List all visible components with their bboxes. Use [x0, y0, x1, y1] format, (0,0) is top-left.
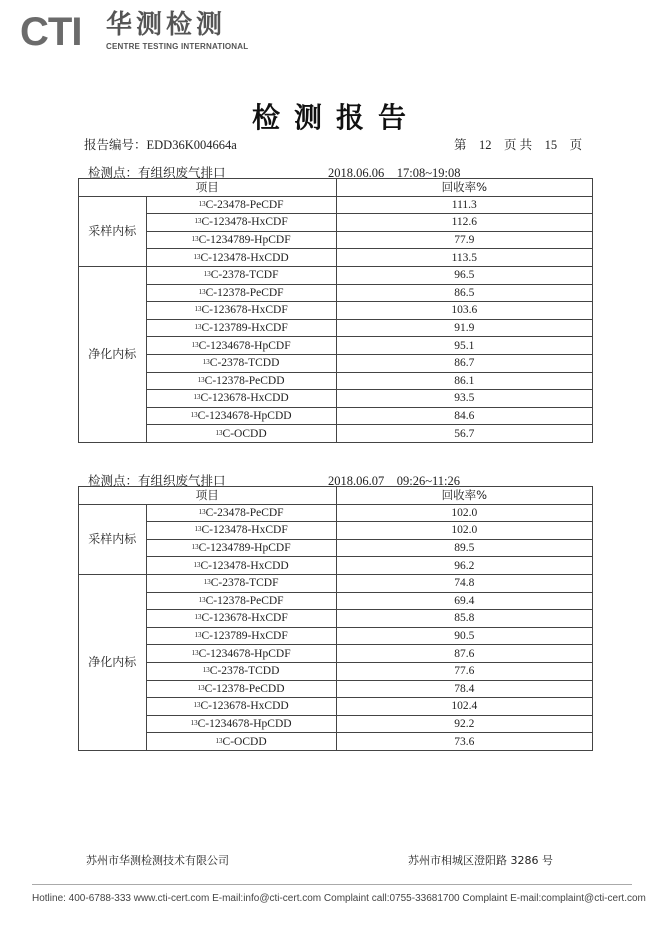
isotope-superscript: 13 — [215, 736, 223, 745]
recovery-value: 96.5 — [336, 266, 592, 284]
compound-label: C-123478-HxCDF — [201, 216, 288, 229]
compound-label: C-23478-PeCDF — [205, 198, 284, 211]
compound-name — [146, 645, 336, 663]
table-row — [79, 574, 593, 592]
isotope-superscript: 13 — [198, 287, 206, 296]
isotope-superscript: 13 — [203, 578, 211, 587]
section-2-datetime: 2018.06.07 09:26~11:26 — [328, 474, 460, 488]
compound-name — [146, 249, 336, 267]
compound-name — [146, 425, 336, 443]
compound-name — [146, 715, 336, 733]
compound-name — [146, 574, 336, 592]
table-header-row — [79, 487, 593, 505]
logo-chinese: 华测检测 — [106, 10, 227, 40]
compound-label: C-23478-PeCDF — [205, 506, 284, 519]
footer-contact: Hotline: 400-6788-333 www.cti-cert.com E-mail:info@cti-cert.com Complaint call:0755-33681700 Complaint E-mail:complaint@cti-cert.com — [32, 893, 646, 904]
recovery-value: 87.6 — [336, 645, 592, 663]
isotope-superscript: 13 — [194, 631, 202, 640]
recovery-value: 92.2 — [336, 715, 592, 733]
compound-label: C-2378-TCDF — [210, 269, 279, 282]
isotope-superscript: 13 — [202, 358, 210, 367]
compound-name — [146, 266, 336, 284]
recovery-value: 56.7 — [336, 425, 592, 443]
isotope-superscript: 13 — [194, 323, 202, 332]
page-title: 检测报告 — [251, 101, 420, 134]
compound-label: C-1234678-HpCDD — [197, 410, 292, 423]
compound-name — [146, 337, 336, 355]
isotope-superscript: 13 — [193, 393, 201, 402]
table-row — [79, 627, 593, 645]
compound-name — [146, 557, 336, 575]
company-name: 苏州市华测检测技术有限公司 — [86, 854, 229, 867]
isotope-superscript: 13 — [198, 595, 206, 604]
footer-divider — [32, 884, 632, 885]
table-row — [79, 337, 593, 355]
table-row — [79, 610, 593, 628]
compound-name — [146, 698, 336, 716]
company-address: 苏州市相城区澄阳路 3286 号 — [408, 854, 553, 867]
group-label: 采样内标 — [79, 196, 147, 266]
isotope-superscript: 13 — [193, 701, 201, 710]
table-row — [79, 249, 593, 267]
table-row — [79, 539, 593, 557]
compound-name — [146, 354, 336, 372]
recovery-value: 86.7 — [336, 354, 592, 372]
compound-name — [146, 372, 336, 390]
compound-label: C-OCDD — [222, 735, 267, 748]
recovery-value: 86.1 — [336, 372, 592, 390]
compound-label: C-12378-PeCDD — [204, 682, 285, 695]
isotope-superscript: 13 — [203, 270, 211, 279]
table-row — [79, 680, 593, 698]
recovery-value: 77.9 — [336, 231, 592, 249]
compound-label: C-123478-HxCDF — [201, 524, 288, 537]
isotope-superscript: 13 — [194, 613, 202, 622]
report-number: 报告编号：EDD36K004664a — [84, 138, 237, 152]
logo-english: CENTRE TESTING INTERNATIONAL — [106, 42, 249, 51]
recovery-value: 90.5 — [336, 627, 592, 645]
recovery-value: 93.5 — [336, 390, 592, 408]
recovery-value: 95.1 — [336, 337, 592, 355]
recovery-value: 102.4 — [336, 698, 592, 716]
column-header-value: 回收率% — [336, 487, 592, 505]
recovery-value: 111.3 — [336, 196, 592, 214]
compound-name — [146, 196, 336, 214]
compound-label: C-1234678-HpCDF — [198, 647, 291, 660]
isotope-superscript: 13 — [193, 252, 201, 261]
compound-name — [146, 284, 336, 302]
isotope-superscript: 13 — [197, 683, 205, 692]
recovery-value: 73.6 — [336, 733, 592, 751]
isotope-superscript: 13 — [191, 648, 199, 657]
table-row — [79, 390, 593, 408]
logo-mark: CTI — [20, 10, 82, 54]
compound-label: C-1234678-HpCDD — [197, 718, 292, 731]
isotope-superscript: 13 — [215, 428, 223, 437]
recovery-value: 113.5 — [336, 249, 592, 267]
table-row — [79, 662, 593, 680]
group-label: 净化内标 — [79, 574, 147, 750]
compound-name — [146, 214, 336, 232]
table-row — [79, 698, 593, 716]
compound-name — [146, 610, 336, 628]
compound-name — [146, 539, 336, 557]
isotope-superscript: 13 — [194, 217, 202, 226]
table-row — [79, 214, 593, 232]
recovery-value: 112.6 — [336, 214, 592, 232]
compound-label: C-12378-PeCDF — [205, 286, 284, 299]
recovery-value: 89.5 — [336, 539, 592, 557]
isotope-superscript: 13 — [190, 411, 198, 420]
table-row — [79, 196, 593, 214]
recovery-value: 102.0 — [336, 504, 592, 522]
compound-label: C-123678-HxCDD — [200, 392, 289, 405]
table-row — [79, 715, 593, 733]
table-header-row — [79, 179, 593, 197]
isotope-superscript: 13 — [191, 543, 199, 552]
compound-label: C-123789-HxCDF — [201, 322, 288, 335]
compound-label: C-1234789-HpCDF — [198, 542, 291, 555]
column-header-value: 回收率% — [336, 179, 592, 197]
column-header-item: 项目 — [79, 487, 337, 505]
compound-name — [146, 522, 336, 540]
isotope-superscript: 13 — [202, 666, 210, 675]
compound-name — [146, 592, 336, 610]
recovery-value: 74.8 — [336, 574, 592, 592]
group-label: 采样内标 — [79, 504, 147, 574]
compound-label: C-OCDD — [222, 427, 267, 440]
isotope-superscript: 13 — [193, 560, 201, 569]
recovery-value: 91.9 — [336, 319, 592, 337]
compound-name — [146, 231, 336, 249]
recovery-value: 77.6 — [336, 662, 592, 680]
recovery-value: 78.4 — [336, 680, 592, 698]
page-info: 第 12 页 共 15 页 — [454, 138, 583, 152]
compound-label: C-1234789-HpCDF — [198, 234, 291, 247]
compound-label: C-12378-PeCDD — [204, 374, 285, 387]
recovery-value: 102.0 — [336, 522, 592, 540]
table-row — [79, 319, 593, 337]
table-row — [79, 733, 593, 751]
compound-name — [146, 733, 336, 751]
table-row — [79, 425, 593, 443]
recovery-value: 96.2 — [336, 557, 592, 575]
table-row — [79, 592, 593, 610]
table-row — [79, 231, 593, 249]
recovery-value: 84.6 — [336, 407, 592, 425]
section-2-point: 检测点：有组织废气排口 — [88, 474, 226, 488]
table-row — [79, 266, 593, 284]
group-label: 净化内标 — [79, 266, 147, 442]
table-row — [79, 302, 593, 320]
compound-label: C-123478-HxCDD — [200, 251, 289, 264]
compound-label: C-12378-PeCDF — [205, 594, 284, 607]
table-row — [79, 372, 593, 390]
table-row — [79, 557, 593, 575]
section-1-table — [78, 178, 593, 443]
recovery-value: 103.6 — [336, 302, 592, 320]
isotope-superscript: 13 — [191, 235, 199, 244]
compound-name — [146, 504, 336, 522]
isotope-superscript: 13 — [191, 340, 199, 349]
compound-name — [146, 319, 336, 337]
compound-label: C-123678-HxCDF — [201, 612, 288, 625]
table-row — [79, 284, 593, 302]
compound-name — [146, 302, 336, 320]
compound-label: C-123789-HxCDF — [201, 630, 288, 643]
isotope-superscript: 13 — [194, 305, 202, 314]
compound-label: C-123678-HxCDF — [201, 304, 288, 317]
compound-label: C-123678-HxCDD — [200, 700, 289, 713]
isotope-superscript: 13 — [197, 375, 205, 384]
table-row — [79, 522, 593, 540]
recovery-value: 86.5 — [336, 284, 592, 302]
recovery-value: 69.4 — [336, 592, 592, 610]
table-row — [79, 354, 593, 372]
column-header-item: 项目 — [79, 179, 337, 197]
compound-name — [146, 390, 336, 408]
recovery-value: 85.8 — [336, 610, 592, 628]
table-row — [79, 504, 593, 522]
isotope-superscript: 13 — [194, 525, 202, 534]
isotope-superscript: 13 — [198, 199, 206, 208]
isotope-superscript: 13 — [198, 507, 206, 516]
table-row — [79, 645, 593, 663]
compound-label: C-1234678-HpCDF — [198, 339, 291, 352]
compound-name — [146, 662, 336, 680]
compound-label: C-2378-TCDD — [209, 357, 280, 370]
compound-name — [146, 407, 336, 425]
compound-label: C-123478-HxCDD — [200, 559, 289, 572]
compound-name — [146, 627, 336, 645]
table-row — [79, 407, 593, 425]
section-2-table — [78, 486, 593, 751]
isotope-superscript: 13 — [190, 719, 198, 728]
section-1-datetime: 2018.06.06 17:08~19:08 — [328, 166, 461, 180]
compound-label: C-2378-TCDF — [210, 577, 279, 590]
compound-name — [146, 680, 336, 698]
compound-label: C-2378-TCDD — [209, 665, 280, 678]
section-1-point: 检测点：有组织废气排口 — [88, 166, 226, 180]
